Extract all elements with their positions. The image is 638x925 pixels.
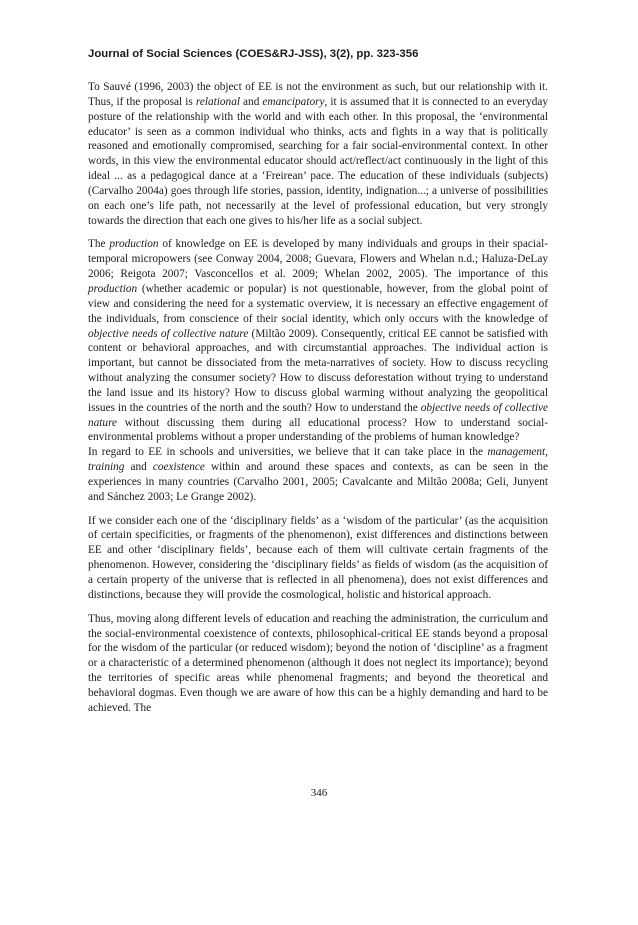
text-run: and: [124, 461, 153, 474]
paragraph: [88, 514, 548, 603]
italic-run: production: [88, 282, 138, 295]
text-run: without discussing them during all educational process? How to understand social-environmental problems without a proper understanding of the problems of human knowledge?: [88, 416, 548, 444]
paragraph: [88, 80, 548, 228]
italic-run: objective needs of collective nature: [88, 327, 249, 340]
text-run: (Miltão 2009). Consequently, critical EE cannot be satisfied with content or behavioral approaches, and with circumstantial approaches. The individual action is important, but cannot be dissociated from the meta-narratives of society. How to discuss recycling without analyzing the consumer society? How to discuss deforestation without trying to understand the land issue and its history? How to discuss global warming without analyzing the geopolitical issues in the countries of the north and the south? How to understand the: [88, 327, 548, 414]
italic-run: production: [109, 238, 159, 251]
italic-run: relational: [195, 95, 240, 108]
text-run: and: [239, 95, 263, 108]
text-run: (whether academic or popular) is not questionable, however, from the global point of view and considering the need for a systematic overview, it is necessary an effective engagement of the individuals, from conscience of their social identity, which only occurs with the knowledge of: [88, 282, 548, 325]
italic-run: emancipatory: [262, 95, 325, 108]
text-run: The: [88, 238, 110, 251]
paragraph: [88, 445, 548, 504]
page-number: 346: [310, 787, 328, 799]
italic-run: management, training: [88, 446, 548, 474]
italic-run: coexistence: [152, 461, 205, 474]
text-run: , it is assumed that it is connected to an everyday posture of the relationship with the world and with each other. In this proposal, the ‘environmental educator’ is seen as a common individual who thinks, acts and fights in a way that is politically reasoned and emotionally compromised, searching for a fair social-environmental context. In other words, in this view the environmental educator should act/reflect/act continuously in the light of this ideal ... as a pedagogical dance at a ‘Freirean’ pace. The education of these individuals (subjects) (Carvalho 2004a) goes through life stories, passion, identity, indignation...; a universe of possibilities on each one’s life path, not necessarily at the level of professional education, but very strongly towards the direction that each one gives to his/her life as a social subject.: [88, 95, 549, 227]
text-run: To Sauvé (1996, 2003) the object of EE is not the environment as such, but our relationship with it. Thus, if the proposal is: [88, 81, 548, 108]
text-run: of knowledge on EE is developed by many individuals and groups in their spacial-temporal micropowers (see Conway 2004, 2008; Guevara, Flowers and Whelan n.d.; Haluza-DeLay 2006; Reigota 2007; Vasconcellos et al. 2009; Whelan 2002, 2005). The importance of this: [88, 238, 548, 281]
paragraph: [88, 612, 548, 716]
text-run: If we consider each one of the ‘disciplinary fields’ as a ‘wisdom of the particular’ (as the acquisition of certain specificities, or fragments of the phenomenon), exist differences and distinctions between EE and other ‘disciplinary fields’, because each of them will cultivate certain fragments of the phenomenon. However, considering the ‘disciplinary fields’ as fields of wisdom (as the acquisition of a certain property of the universe that is reflected in all phenomena), does not exist differences and distinctions, because they will provide the cosmological, holistic and historical approach.: [88, 514, 548, 601]
article-body: [88, 80, 548, 716]
text-run: within and around these spaces and contexts, as can be seen in the experiences in many countries (Carvalho 2001, 2005; Cavalcante and Miltão 2008a; Geli, Junyent and Sánchez 2003; Le Grange 2002).: [88, 461, 548, 503]
text-run: In regard to EE in schools and universities, we believe that it can take place in the: [88, 446, 488, 459]
paragraph: [88, 237, 548, 445]
journal-header: Journal of Social Sciences (COES&RJ-JSS), 3(2), pp. 323-356: [88, 48, 419, 60]
text-run: Thus, moving along different levels of education and reaching the administration, the curriculum and the social-environmental coexistence of contexts, philosophical-critical EE stands beyond a proposal for the wisdom of the particular (or reduced wisdom); beyond the notion of ‘discipline’ as a fragment or a characteristic of a determined phenomenon (although it does not neglect its importance); beyond the territories of specific areas while phenomenal fragments; and beyond the theoretical and behavioral dogmas. Even though we are aware of how this can be a highly demanding and hard to be achieved. The: [88, 612, 548, 714]
italic-run: objective needs of collective nature: [88, 401, 549, 429]
